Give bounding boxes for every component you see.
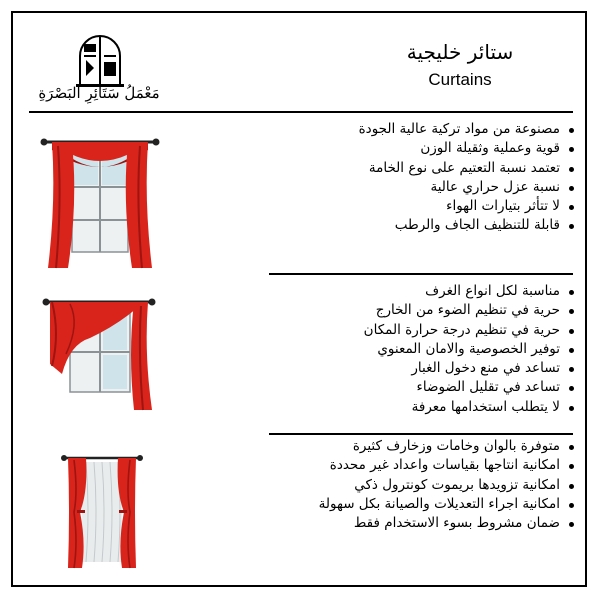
- curtain-illustration-asymmetric: [40, 294, 164, 414]
- list-item: قابلة للتنظيف الجاف والرطب: [244, 216, 574, 235]
- features-list-2: [244, 282, 574, 417]
- list-item: امكانية تزويدها بريموت كونترول ذكي: [244, 476, 574, 495]
- list-item: ضمان مشروط بسوء الاستخدام فقط: [244, 514, 574, 533]
- section-divider-2: [269, 433, 573, 435]
- brand-name: مَعْمَلُ سَتَائِرِ البَصْرَةِ: [38, 84, 160, 102]
- list-item: توفير الخصوصية والامان المعنوي: [244, 340, 574, 359]
- list-item: حرية في تنظيم الضوء من الخارج: [244, 301, 574, 320]
- header-divider: [29, 111, 573, 113]
- curtain-illustration-swag: [38, 132, 162, 272]
- page-title-english: Curtains: [428, 70, 492, 89]
- features-list-1: [244, 120, 574, 236]
- page-title-arabic: ستائر خليجية: [406, 40, 514, 64]
- list-item: متوفرة بالوان وخامات وزخارف كثيرة: [244, 437, 574, 456]
- list-item: تساعد في تقليل الضوضاء: [244, 378, 574, 397]
- list-item: تساعد في منع دخول الغبار: [244, 359, 574, 378]
- list-item: مناسبة لكل انواع الغرف: [244, 282, 574, 301]
- list-item: امكانية انتاجها بقياسات واعداد غير محددة: [244, 456, 574, 475]
- list-item: امكانية اجراء التعديلات والصيانة بكل سهولة: [244, 495, 574, 514]
- curtain-illustration-panels: [60, 452, 144, 570]
- list-item: لا يتطلب استخدامها معرفة: [244, 398, 574, 417]
- list-item: مصنوعة من مواد تركية عالية الجودة: [244, 120, 574, 139]
- list-item: قوية وعملية وثقيلة الوزن: [244, 139, 574, 158]
- list-item: تعتمد نسبة التعتيم على نوع الخامة: [244, 159, 574, 178]
- features-list-3: [244, 437, 574, 533]
- list-item: حرية في تنظيم درجة حرارة المكان: [244, 321, 574, 340]
- list-item: نسبة عزل حراري عالية: [244, 178, 574, 197]
- section-divider-1: [269, 273, 573, 275]
- list-item: لا تتأثر بتيارات الهواء: [244, 197, 574, 216]
